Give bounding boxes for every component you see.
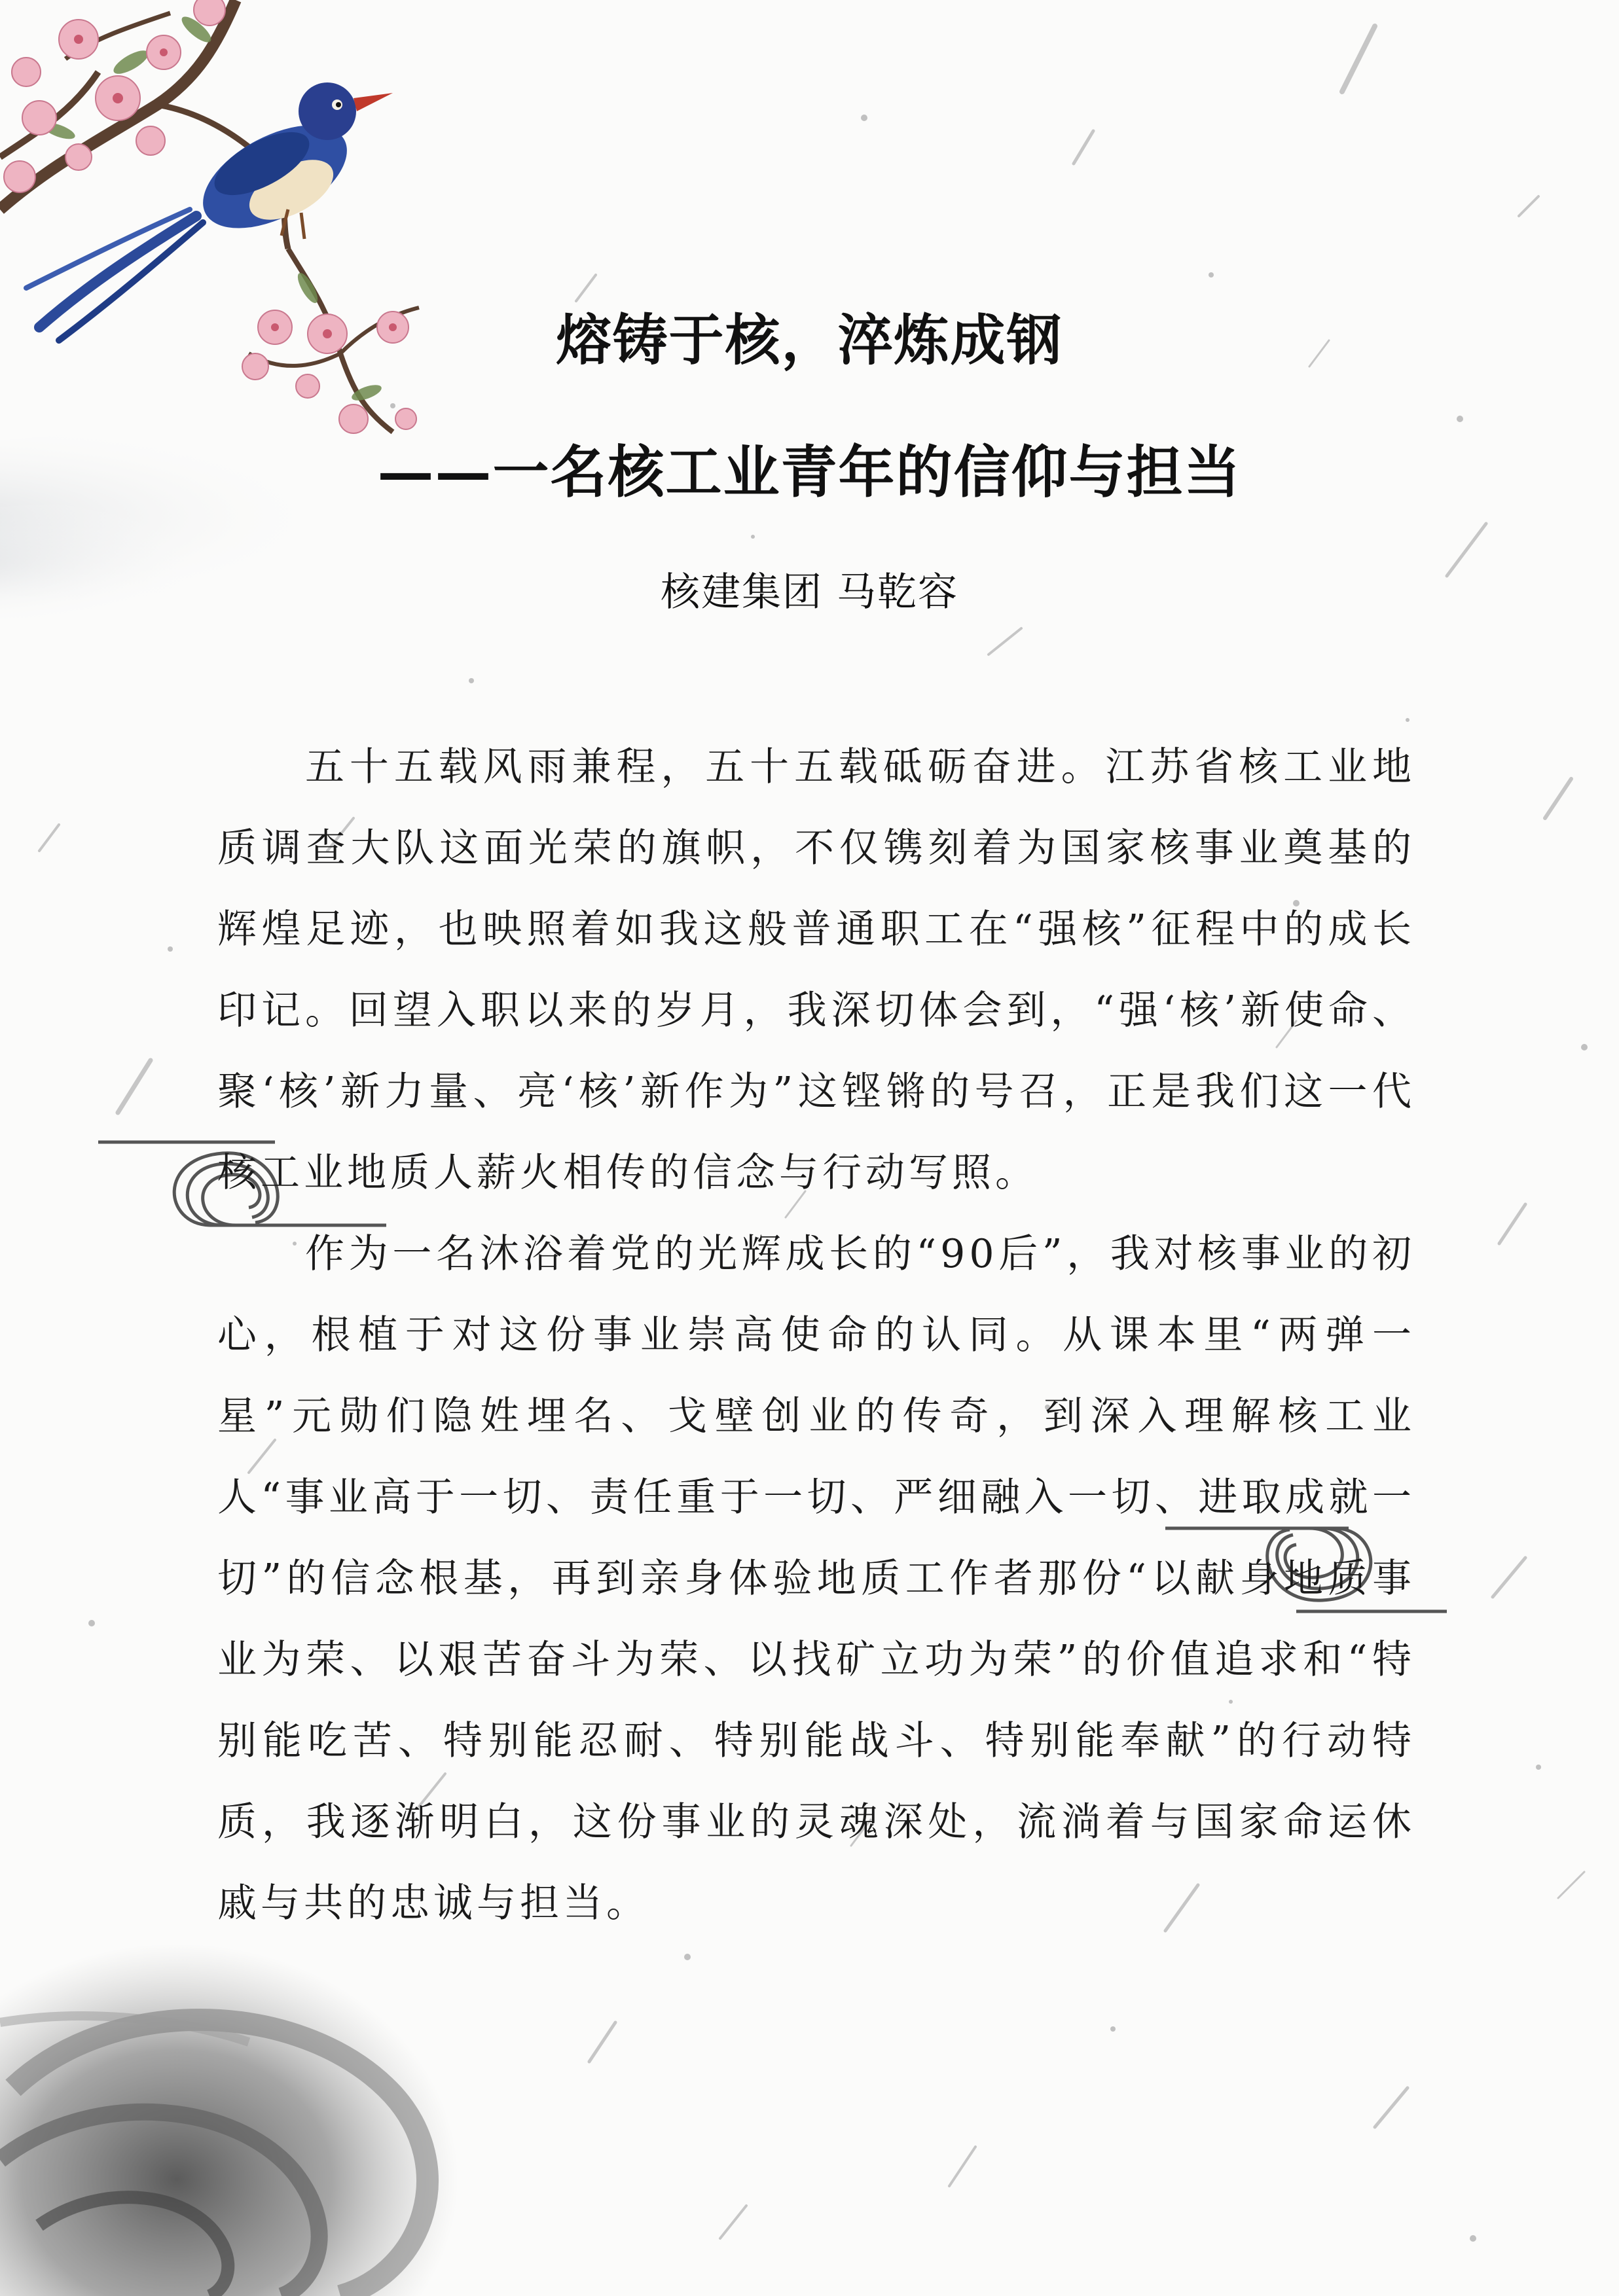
paragraph-2: 作为一名沐浴着党的光辉成长的“90后”，我对核事业的初心，根植于对这份事业崇高使命的认同。从课本里“两弹一星”元勋们隐姓埋名、戈壁创业的传奇，到深入理解核工业人“事业高于一切、责任重于一切、严细融入一切、进取成就一切”的信念根基，再到亲身体验地质工作者那份“以献身地质事业为荣、以艰苦奋斗为荣、以找矿立功为荣”的价值追求和“特别能吃苦、特别能忍耐、特别能战斗、特别能奉献”的行动特质，我逐渐明白，这份事业的灵魂深处，流淌着与国家命运休戚与共的忠诚与担当。 <box>217 1231 1415 1926</box>
page-subtitle: ——一名核工业青年的信仰与担当 <box>377 439 1242 505</box>
article-body <box>217 726 1415 1944</box>
ink-swirl-decoration <box>0 1944 458 2296</box>
page-title: 熔铸于核，淬炼成钢 <box>556 308 1063 372</box>
paragraph-1: 五十五载风雨兼程，五十五载砥砺奋进。江苏省核工业地质调查大队这面光荣的旗帜，不仅镌刻着为国家核事业奠基的辉煌足迹，也映照着如我这般普通职工在“强核”征程中的成长印记。回望入职以来的岁月，我深切体会到，“强‘核’新使命、聚‘核’新力量、亮‘核’新作为”这铿锵的号召，正是我们这一代核工业地质人薪火相传的信念与行动写照。 <box>217 744 1415 1196</box>
author-line: 核建集团 马乾容 <box>660 569 959 615</box>
